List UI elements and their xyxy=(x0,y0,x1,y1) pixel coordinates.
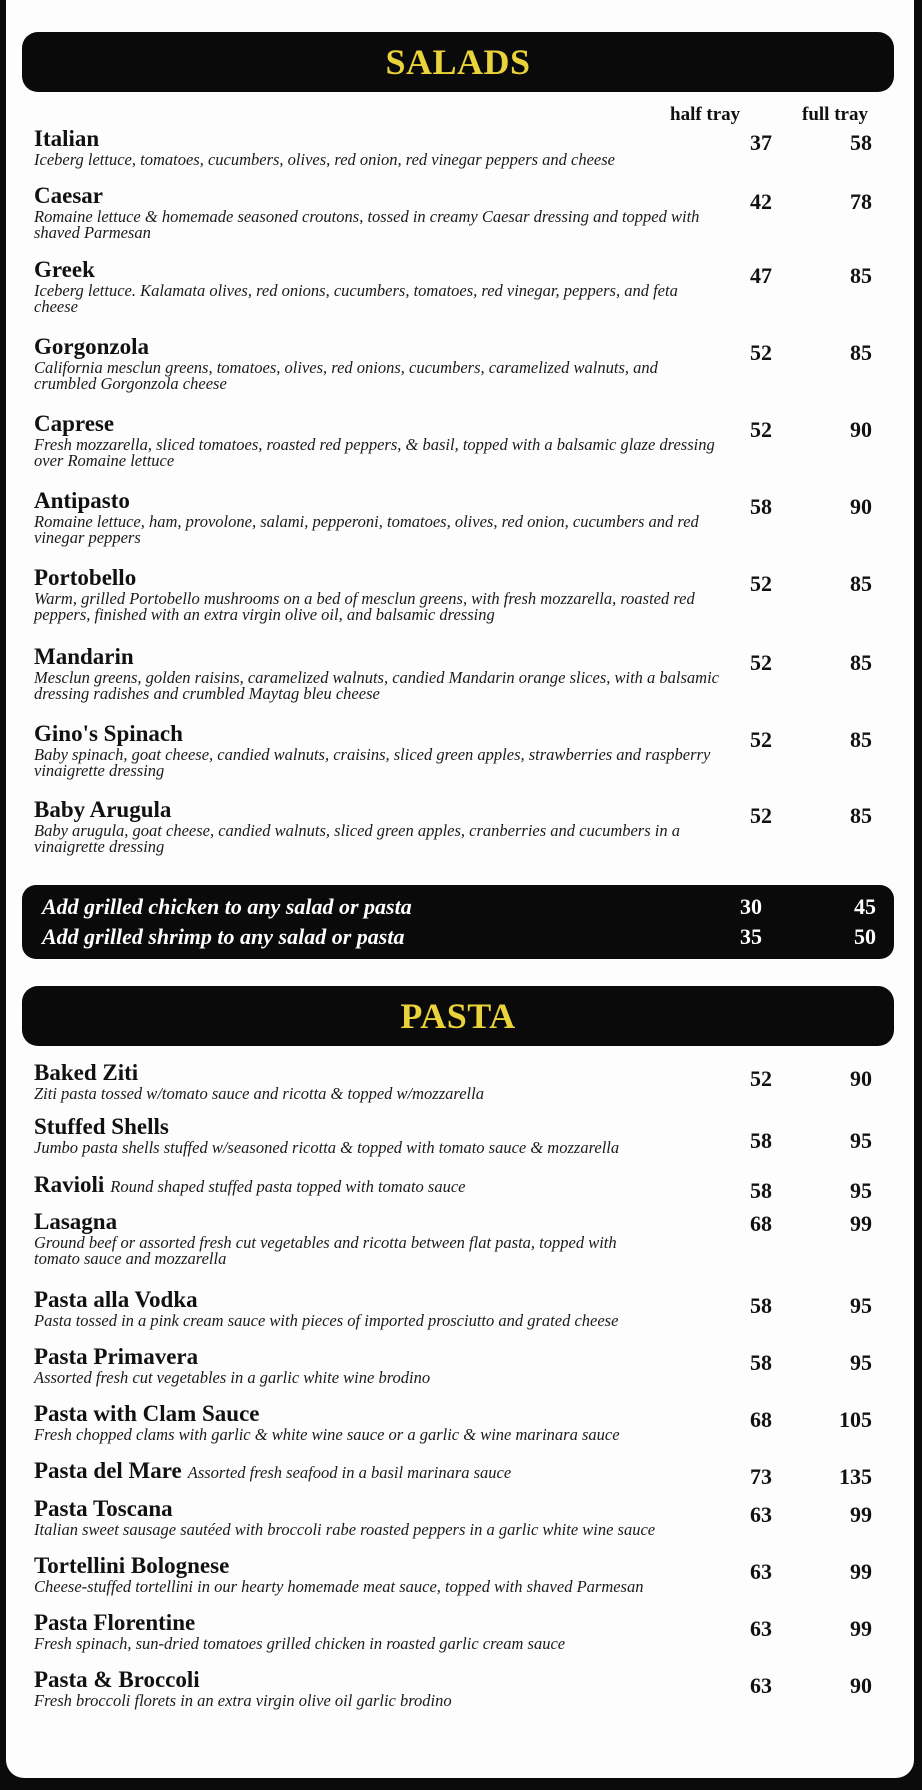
half-price: 47 xyxy=(750,263,772,288)
full-price: 85 xyxy=(850,263,872,288)
item-name: Pasta alla Vodka xyxy=(34,1287,198,1312)
menu-item xyxy=(34,721,872,780)
menu-item xyxy=(34,1344,872,1387)
full-price: 99 xyxy=(850,1616,872,1641)
half-price: 58 xyxy=(750,494,772,519)
item-description: Ground beef or assorted fresh cut vegetables and ricotta between flat pasta, topped with tomato sauce and mozzarella xyxy=(34,1233,617,1268)
half-price: 52 xyxy=(750,727,772,752)
item-description: Fresh mozzarella, sliced tomatoes, roasted red peppers, & basil, topped with a balsamic glaze dressing over Romaine lettuce xyxy=(34,435,715,470)
menu-item xyxy=(34,126,872,169)
pasta-banner xyxy=(22,986,894,1046)
menu-item xyxy=(34,1401,872,1444)
half-price: 58 xyxy=(750,1128,772,1153)
menu-item xyxy=(34,1496,872,1539)
menu-item xyxy=(34,797,872,856)
half-price: 58 xyxy=(750,1350,772,1375)
item-name: Stuffed Shells xyxy=(34,1114,169,1139)
item-description: Baby spinach, goat cheese, candied walnuts, craisins, sliced green apples, strawberries and raspberry vinaigrette dressing xyxy=(34,745,711,780)
full-tray-header: full tray xyxy=(802,104,868,125)
menu-item xyxy=(34,183,872,242)
menu-item xyxy=(34,1667,872,1710)
addon-row xyxy=(42,922,874,952)
item-description: Baby arugula, goat cheese, candied walnuts, sliced green apples, cranberries and cucumbers in a vinaigrette dressing xyxy=(34,821,680,856)
add-protein-bar xyxy=(22,885,894,959)
item-name: Antipasto xyxy=(34,488,130,513)
menu-item xyxy=(34,1114,872,1157)
item-description: Romaine lettuce, ham, provolone, salami, pepperoni, tomatoes, olives, red onion, cucumbers and red vinegar peppers xyxy=(34,512,699,547)
menu-item xyxy=(34,1060,872,1103)
item-name: Gorgonzola xyxy=(34,334,149,359)
full-price: 90 xyxy=(850,417,872,442)
item-name: Mandarin xyxy=(34,644,134,669)
salads-banner xyxy=(22,32,894,92)
item-name: Baby Arugula xyxy=(34,797,172,822)
half-price: 63 xyxy=(750,1616,772,1641)
item-description: Warm, grilled Portobello mushrooms on a bed of mesclun greens, with fresh mozzarella, roasted red peppers, finished with an extra virgin olive oil, and balsamic dressing xyxy=(34,589,695,624)
item-description: Fresh spinach, sun-dried tomatoes grilled chicken in roasted garlic cream sauce xyxy=(34,1634,566,1653)
menu-item xyxy=(34,1458,872,1489)
menu-item xyxy=(34,565,872,624)
full-price: 105 xyxy=(839,1407,872,1432)
pasta-title: PASTA xyxy=(400,996,516,1036)
full-price: 135 xyxy=(839,1464,872,1489)
half-price: 52 xyxy=(750,417,772,442)
addon-full-price: 45 xyxy=(854,894,876,919)
full-price: 85 xyxy=(850,340,872,365)
addon-half-price: 30 xyxy=(740,894,762,919)
half-price: 58 xyxy=(750,1293,772,1318)
item-name: Pasta Florentine xyxy=(34,1610,196,1635)
item-description: Italian sweet sausage sautéed with broccoli rabe roasted peppers in a garlic white wine sauce xyxy=(34,1520,656,1539)
half-price: 37 xyxy=(750,130,772,155)
item-name: Caprese xyxy=(34,411,115,436)
item-name: Pasta Primavera xyxy=(34,1344,199,1369)
item-description: Mesclun greens, golden raisins, caramelized walnuts, candied Mandarin orange slices, with a balsamic dressing radishes and crumbled Maytag bleu cheese xyxy=(34,668,719,703)
item-name: Pasta Toscana xyxy=(34,1496,173,1521)
full-price: 95 xyxy=(850,1293,872,1318)
item-description: Assorted fresh cut vegetables in a garlic white wine brodino xyxy=(34,1368,431,1387)
full-price: 90 xyxy=(850,1066,872,1091)
half-price: 68 xyxy=(750,1211,772,1236)
item-name: Lasagna xyxy=(34,1209,118,1234)
full-price: 99 xyxy=(850,1559,872,1584)
half-price: 42 xyxy=(750,189,772,214)
item-description: Fresh chopped clams with garlic & white wine sauce or a garlic & wine marinara sauce xyxy=(34,1425,620,1444)
half-price: 52 xyxy=(750,340,772,365)
full-price: 95 xyxy=(850,1178,872,1203)
menu-item xyxy=(34,257,872,316)
full-price: 85 xyxy=(850,650,872,675)
menu-item xyxy=(34,488,872,547)
menu-item xyxy=(34,334,872,393)
full-price: 90 xyxy=(850,494,872,519)
menu-item xyxy=(34,1553,872,1596)
addon-label: Add grilled shrimp to any salad or pasta xyxy=(42,924,405,949)
item-name: Baked Ziti xyxy=(34,1060,139,1085)
item-description: Iceberg lettuce. Kalamata olives, red onions, cucumbers, tomatoes, red vinegar, peppers, and feta cheese xyxy=(34,281,678,316)
item-name: Ravioli xyxy=(34,1172,105,1197)
item-name: Pasta with Clam Sauce xyxy=(34,1401,260,1426)
half-price: 73 xyxy=(750,1464,772,1489)
full-price: 78 xyxy=(850,189,872,214)
addon-row xyxy=(42,892,874,922)
menu-item xyxy=(34,1610,872,1653)
half-price: 52 xyxy=(750,803,772,828)
half-price: 63 xyxy=(750,1673,772,1698)
menu-item xyxy=(34,644,872,703)
addon-full-price: 50 xyxy=(854,924,876,949)
item-description: Jumbo pasta shells stuffed w/seasoned ricotta & topped with tomato sauce & mozzarella xyxy=(34,1138,620,1157)
item-name: Greek xyxy=(34,257,95,282)
half-price: 52 xyxy=(750,650,772,675)
full-price: 85 xyxy=(850,571,872,596)
half-price: 68 xyxy=(750,1407,772,1432)
item-description: Round shaped stuffed pasta topped with tomato sauce xyxy=(110,1177,466,1196)
item-description: Romaine lettuce & homemade seasoned croutons, tossed in creamy Caesar dressing and topped with shaved Parmesan xyxy=(34,207,700,242)
item-name: Tortellini Bolognese xyxy=(34,1553,230,1578)
item-name: Gino's Spinach xyxy=(34,721,183,746)
item-description: Assorted fresh seafood in a basil marinara sauce xyxy=(187,1463,512,1482)
full-price: 95 xyxy=(850,1128,872,1153)
full-price: 58 xyxy=(850,130,872,155)
addon-label: Add grilled chicken to any salad or pasta xyxy=(42,894,412,919)
full-price: 85 xyxy=(850,803,872,828)
item-description: Pasta tossed in a pink cream sauce with pieces of imported prosciutto and grated cheese xyxy=(34,1311,619,1330)
half-price: 52 xyxy=(750,1066,772,1091)
half-tray-header: half tray xyxy=(670,104,741,125)
menu-item xyxy=(34,411,872,470)
half-price: 63 xyxy=(750,1502,772,1527)
item-name: Pasta & Broccoli xyxy=(34,1667,200,1692)
item-description: Fresh broccoli florets in an extra virgin olive oil garlic brodino xyxy=(34,1691,452,1710)
half-price: 58 xyxy=(750,1178,772,1203)
menu-page xyxy=(6,0,914,1778)
full-price: 90 xyxy=(850,1673,872,1698)
item-description: Ziti pasta tossed w/tomato sauce and ricotta & topped w/mozzarella xyxy=(34,1084,484,1103)
half-price: 63 xyxy=(750,1559,772,1584)
item-description: Iceberg lettuce, tomatoes, cucumbers, olives, red onion, red vinegar peppers and cheese xyxy=(34,150,615,169)
item-description: Cheese-stuffed tortellini in our hearty homemade meat sauce, topped with shaved Parmesan xyxy=(34,1577,644,1596)
half-price: 52 xyxy=(750,571,772,596)
full-price: 95 xyxy=(850,1350,872,1375)
item-name: Portobello xyxy=(34,565,137,590)
item-name: Italian xyxy=(34,126,100,151)
full-price: 99 xyxy=(850,1502,872,1527)
full-price: 85 xyxy=(850,727,872,752)
addon-half-price: 35 xyxy=(740,924,762,949)
menu-item xyxy=(34,1209,872,1268)
full-price: 99 xyxy=(850,1211,872,1236)
menu-item xyxy=(34,1287,872,1330)
item-description: California mesclun greens, tomatoes, olives, red onions, cucumbers, caramelized walnuts, and crumbled Gorgonzola cheese xyxy=(34,358,658,393)
menu-item xyxy=(34,1172,872,1203)
item-name: Caesar xyxy=(34,183,103,208)
salads-title: SALADS xyxy=(385,42,531,82)
item-name: Pasta del Mare xyxy=(34,1458,182,1483)
